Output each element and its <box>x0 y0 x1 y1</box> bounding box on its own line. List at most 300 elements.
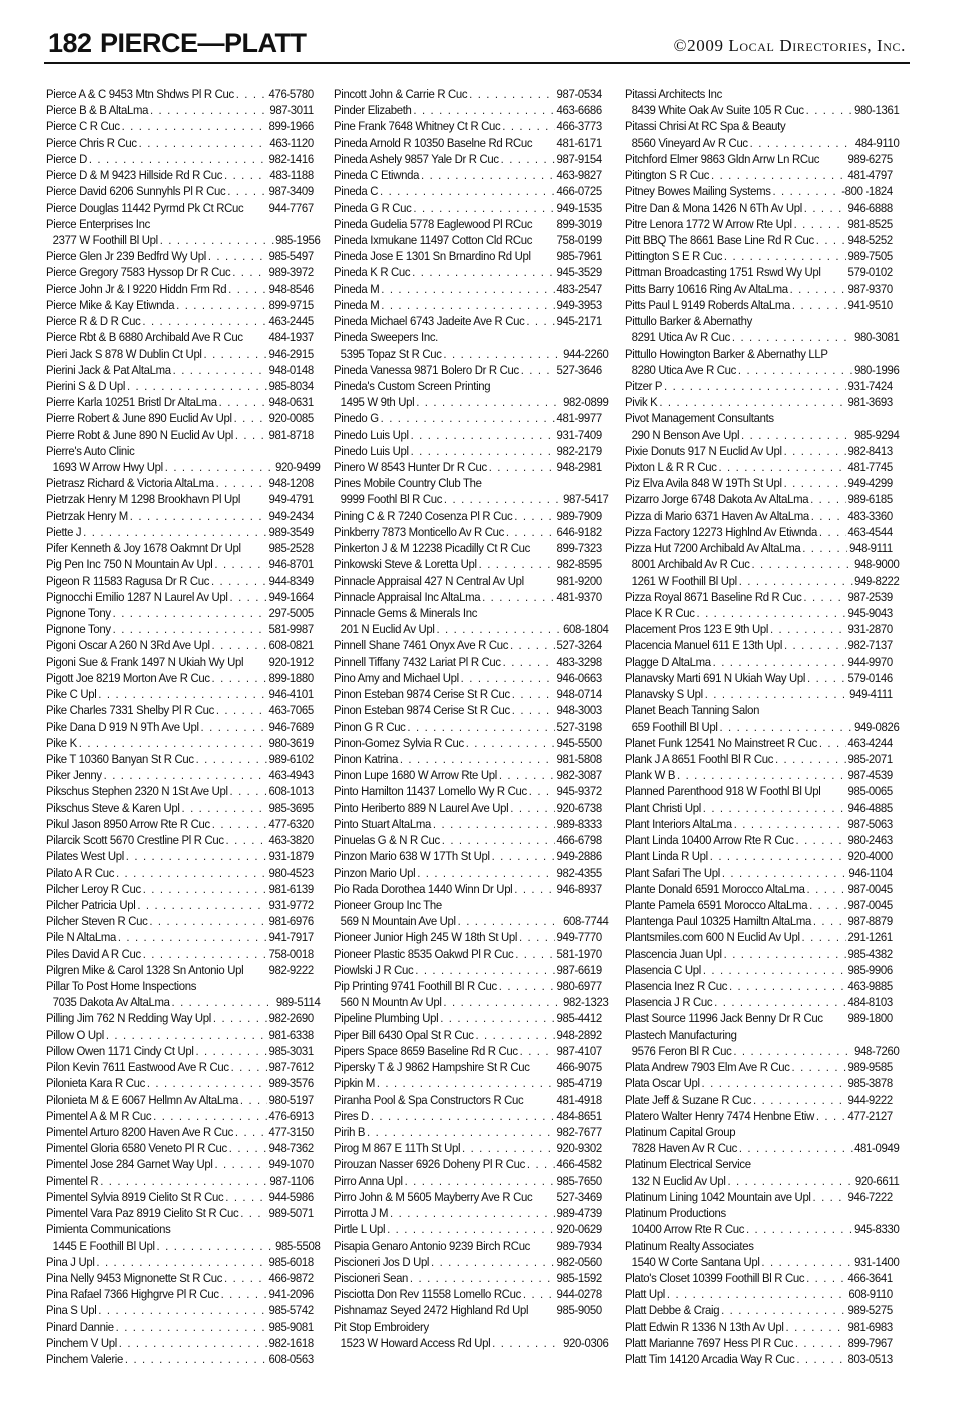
listing-phone: 987-0534 <box>556 87 602 101</box>
listing-phone: 982-0899 <box>563 395 609 410</box>
listing-name: Pike T 10360 Banyan St R Cuc <box>46 751 194 766</box>
dot-leader <box>786 1319 846 1335</box>
dot-leader <box>784 443 846 459</box>
listing-entry <box>46 751 314 767</box>
dot-leader <box>405 1173 555 1189</box>
listing-entry <box>46 524 314 540</box>
listing-entry <box>625 102 899 118</box>
dot-leader <box>803 589 845 605</box>
listing-name: Pinchem Valerie <box>46 1352 124 1367</box>
listing-name: 1540 W Corte Santana Upl <box>631 1254 760 1269</box>
listing-phone: 980-3081 <box>854 330 900 345</box>
listing-name: Pilarcik Scott 5670 Crestline Pl R Cuc <box>46 833 224 848</box>
listing-name: Pineda Michael 6743 Jadeite Ave R Cuc <box>334 314 525 329</box>
dot-leader <box>116 865 267 881</box>
listing-name: Pike C Upl <box>46 687 97 702</box>
listing-entry <box>334 394 608 410</box>
listing-phone: 920-0306 <box>563 1335 609 1350</box>
listing-name: Pirrotta J M <box>334 1206 389 1221</box>
listing-entry <box>625 1059 893 1075</box>
listing-entry <box>334 1270 602 1286</box>
dot-leader <box>502 118 554 134</box>
listing-phone: 945-2171 <box>556 314 602 329</box>
listing-name: Platinum Lining 1042 Mountain ave Upl <box>625 1189 811 1204</box>
listing-entry <box>334 751 602 767</box>
listing-name: Pineda Gudelia 5778 Eaglewood Pl RCuc <box>334 216 533 231</box>
listing-phone: 985-9050 <box>556 1303 602 1318</box>
listing-entry <box>46 346 314 362</box>
dot-leader <box>510 637 555 653</box>
dot-leader <box>721 1302 846 1318</box>
dot-leader <box>790 281 846 297</box>
dot-leader <box>236 86 267 102</box>
listing-name: Pierce Douglas 11442 Pyrmd Pk Ct RCuc <box>46 200 244 215</box>
listing-name: Pierce David 6206 Sunnyhls Pl R Cuc <box>46 184 226 199</box>
listing-entry <box>334 767 602 783</box>
listing-column-1 <box>46 86 321 1367</box>
listing-entry <box>46 1319 314 1335</box>
listing-phone: 982-1323 <box>563 995 609 1010</box>
listing-name: Pishnamaz Seyed 2472 Highland Rd Upl <box>334 1303 529 1318</box>
listing-entry <box>334 573 602 589</box>
listing-phone: 980-1361 <box>854 103 900 118</box>
listing-phone: 931-7409 <box>556 427 602 442</box>
listing-heading <box>625 1027 893 1043</box>
dot-leader <box>816 232 846 248</box>
listing-name: Pineda C Etiwnda <box>334 168 420 183</box>
listing-entry <box>625 1351 893 1367</box>
dot-leader <box>802 929 846 945</box>
dot-leader <box>443 346 561 362</box>
listing-entry <box>46 605 314 621</box>
listing-phone: 527-3646 <box>556 362 602 377</box>
dot-leader <box>512 686 555 702</box>
listing-name: 7828 Haven Av R Cuc <box>631 1141 737 1156</box>
listing-name: 201 N Euclid Av Upl <box>340 622 435 637</box>
listing-name: Plasencia J R Cuc <box>625 995 713 1010</box>
listing-entry <box>334 1205 602 1221</box>
listing-phone: 985-0065 <box>847 784 893 799</box>
listing-name: Pinon-Gomez Sylvia R Cuc <box>334 735 464 750</box>
listing-name: Pinnacle Appraisal Inc AltaLma <box>334 589 481 604</box>
dot-leader <box>143 881 267 897</box>
dot-leader <box>482 589 554 605</box>
dot-leader <box>443 994 561 1010</box>
dot-leader <box>499 978 555 994</box>
listing-entry <box>46 1075 314 1091</box>
listing-entry <box>625 443 893 459</box>
dot-leader <box>106 1027 267 1043</box>
listing-name: 8280 Utica Ave R Cuc <box>631 362 737 377</box>
listing-phone: 989-6275 <box>847 151 893 166</box>
dot-leader <box>710 848 846 864</box>
listing-entry <box>625 556 899 572</box>
dot-leader <box>503 654 555 670</box>
dot-leader <box>216 475 267 491</box>
dot-leader <box>227 183 266 199</box>
listing-phone: 987-1106 <box>269 1173 314 1188</box>
listing-name: Plant Interiors AltaLma <box>625 816 732 831</box>
listing-phone: 989-7505 <box>847 249 893 264</box>
listing-phone: 985-5742 <box>268 1303 314 1318</box>
listing-phone: 987-3011 <box>269 103 314 118</box>
dot-leader <box>225 1189 266 1205</box>
listing-phone: 949-2886 <box>556 849 602 864</box>
listing-entry <box>334 913 608 929</box>
listing-entry <box>46 654 314 670</box>
dot-leader <box>411 427 555 443</box>
listing-phone: 989-7909 <box>556 508 602 523</box>
listing-phone: 985-1956 <box>275 232 321 247</box>
listing-phone: 466-6798 <box>556 833 602 848</box>
listing-phone: 948-2892 <box>556 1027 602 1042</box>
listing-entry <box>46 589 314 605</box>
dot-leader <box>410 1270 555 1286</box>
dot-leader <box>739 1140 852 1156</box>
listing-phone: 931-2870 <box>847 622 893 637</box>
listing-entry <box>625 751 893 767</box>
listing-entry <box>625 946 893 962</box>
listing-name: Pile N AltaLma <box>46 930 116 945</box>
listing-phone: 982-2179 <box>556 443 602 458</box>
listing-name: Platinum Realty Associates <box>625 1238 754 1253</box>
listing-entry <box>46 637 314 653</box>
listing-name: Plantenga Paul 10325 Hamiltn AltaLma <box>625 914 811 929</box>
listing-entry <box>334 946 602 962</box>
listing-entry <box>334 151 602 167</box>
listing-phone: 481-0949 <box>854 1141 900 1156</box>
listing-name: Pike Charles 7331 Shelby Pl R Cuc <box>46 703 214 718</box>
page-title: PIERCE—PLATT <box>100 28 307 58</box>
listing-entry <box>46 1010 314 1026</box>
listing-name: Pitassi Architects Inc <box>625 87 723 101</box>
listing-phone: 920-6611 <box>854 1173 900 1188</box>
dot-leader <box>433 816 555 832</box>
listing-phone: 949-0826 <box>854 719 900 734</box>
dot-leader <box>377 1075 555 1091</box>
listing-phone: 989-7934 <box>556 1238 602 1253</box>
dot-leader <box>201 719 267 735</box>
listing-name: Pina Nelly 9453 Mignonette St R Cuc <box>46 1270 223 1285</box>
listing-name: Pinto Heriberto 889 N Laurel Ave Upl <box>334 800 509 815</box>
listing-phone: -800 -1824 <box>841 184 893 199</box>
listing-name: 1693 W Arrow Hwy Upl <box>52 460 163 475</box>
listing-phone: 946-7222 <box>847 1189 893 1204</box>
listing-phone: 944-7767 <box>268 200 314 215</box>
listing-entry <box>334 816 602 832</box>
listing-phone: 945-3529 <box>556 265 602 280</box>
listing-phone: 945-5500 <box>556 735 602 750</box>
listing-name: Pio Rada Dorothea 1440 Winn Dr Upl <box>334 881 513 896</box>
listing-name: Pierre's Auto Clinic <box>46 443 135 458</box>
listing-phone: 481-7745 <box>847 460 893 475</box>
listing-name: Pirtle L Upl <box>334 1222 386 1237</box>
listing-name: Pinedo Luis Upl <box>334 427 409 442</box>
listing-name: Pierce Mike & Kay Etiwnda <box>46 297 175 312</box>
listing-entry <box>334 540 602 556</box>
listing-entry <box>46 816 314 832</box>
listing-phone: 483-2547 <box>556 281 602 296</box>
dot-leader <box>523 1286 555 1302</box>
dot-leader <box>113 605 267 621</box>
listing-entry <box>46 1335 314 1351</box>
listing-phone: 982-3087 <box>556 768 602 783</box>
dot-leader <box>235 427 267 443</box>
dot-leader <box>173 362 267 378</box>
listing-phone: 477-6320 <box>268 816 314 831</box>
listing-phone: 985-9294 <box>854 427 900 442</box>
listing-entry <box>46 151 314 167</box>
listing-phone: 989-3972 <box>268 265 314 280</box>
listing-heading <box>46 978 314 994</box>
listing-name: Pierce B & B AltaLma <box>46 103 149 118</box>
listing-name: 9576 Feron Bl R Cuc <box>631 1043 732 1058</box>
listing-name: Plante Donald 6591 Morocco AltaLma <box>625 881 805 896</box>
listing-name: Pipers Space 8659 Baseline Rd R Cuc <box>334 1043 518 1058</box>
dot-leader <box>519 929 555 945</box>
listing-name: Pikul Jason 8950 Arrow Rte R Cuc <box>46 816 210 831</box>
listing-name: Piranha Pool & Spa Constructors R Cuc <box>334 1092 524 1107</box>
listing-name: Plank J A 8651 Foothl Bl R Cuc <box>625 751 774 766</box>
listing-name: Pimentel A & M R Cuc <box>46 1108 152 1123</box>
listing-name: Pineda Jose E 1301 Sn Brnardino Rd Upl <box>334 249 531 264</box>
listing-entry <box>46 1059 314 1075</box>
listing-entry <box>334 654 602 670</box>
dot-leader <box>677 767 846 783</box>
listing-name: Pietrasz Richard & Victoria AltaLma <box>46 476 214 491</box>
listing-entry <box>625 151 893 167</box>
listing-name: Placencia Manuel 611 E 13th Upl <box>625 638 783 653</box>
listing-name: Pimentel R <box>46 1173 99 1188</box>
listing-name: Pitre Dan & Mona 1426 N 6Th Av Upl <box>625 200 802 215</box>
listing-entry <box>46 556 314 572</box>
dot-leader <box>176 297 266 313</box>
listing-entry <box>625 329 899 345</box>
dot-leader <box>529 783 555 799</box>
listing-phone: 466-4582 <box>556 1157 602 1172</box>
listing-entry <box>46 200 314 216</box>
listing-entry <box>625 929 893 945</box>
listing-entry <box>46 102 314 118</box>
listing-phone: 920-6738 <box>556 800 602 815</box>
dot-leader <box>492 1335 561 1351</box>
listing-heading <box>46 1221 314 1237</box>
listing-entry <box>625 1108 893 1124</box>
listing-phone: 985-3878 <box>847 1076 893 1091</box>
dot-leader <box>196 751 267 767</box>
listing-entry <box>625 232 893 248</box>
listing-name: Pina Rafael 7366 Highgrve Pl R Cuc <box>46 1287 219 1302</box>
listing-phone: 481-9977 <box>556 411 602 426</box>
listing-phone: 948-1208 <box>268 476 314 491</box>
dot-leader <box>479 556 555 572</box>
dot-leader <box>512 702 555 718</box>
dot-leader <box>219 394 267 410</box>
dot-leader <box>157 1238 274 1254</box>
dot-leader <box>142 313 266 329</box>
listing-heading <box>625 118 893 134</box>
dot-leader <box>230 783 267 799</box>
listing-name: Pilato A R Cuc <box>46 865 115 880</box>
listing-name: Pincott John & Carrie R Cuc <box>334 87 468 101</box>
listing-name: 8291 Utica Av R Cuc <box>631 330 731 345</box>
dot-leader <box>165 459 273 475</box>
listing-entry <box>46 719 314 735</box>
listing-name: 8001 Archibald Av R Cuc <box>631 557 750 572</box>
dot-leader <box>664 378 846 394</box>
listing-phone: 985-6018 <box>268 1254 314 1269</box>
dot-leader <box>520 1043 555 1059</box>
listing-phone: 483-1188 <box>269 168 314 183</box>
listing-name: Pietrzak Henry M 1298 Brookhavn Pl Upl <box>46 492 241 507</box>
listing-entry <box>334 865 602 881</box>
listing-name: Pilonieta Kara R Cuc <box>46 1076 145 1091</box>
listing-phone: 948-5252 <box>847 232 893 247</box>
dot-leader <box>770 621 846 637</box>
dot-leader <box>714 994 845 1010</box>
listing-phone: 941-7917 <box>268 930 314 945</box>
dot-leader <box>813 1189 846 1205</box>
dot-leader <box>89 151 267 167</box>
dot-leader <box>819 524 846 540</box>
listing-phone: 985-2528 <box>268 541 314 556</box>
listing-entry <box>46 459 320 475</box>
listing-entry <box>46 1254 314 1270</box>
dot-leader <box>703 962 846 978</box>
dot-leader <box>232 264 266 280</box>
listing-name: Planet Beach Tanning Salon <box>625 703 760 718</box>
dot-leader <box>231 1059 267 1075</box>
listing-entry <box>46 264 314 280</box>
listing-name: Pires D <box>334 1108 369 1123</box>
listing-name: Pikschus Steve & Karen Upl <box>46 800 180 815</box>
listing-name: Pineda Sweepers Inc. <box>334 330 439 345</box>
listing-entry <box>334 264 602 280</box>
listing-name: Piker Jenny <box>46 768 102 783</box>
listing-heading <box>625 1124 893 1140</box>
listing-entry <box>625 994 893 1010</box>
dot-leader <box>235 1124 267 1140</box>
listing-phone: 981-6976 <box>268 914 314 929</box>
listing-phone: 476-6913 <box>268 1108 314 1123</box>
listing-name: Piz Elva Avila 848 W 19Th St Upl <box>625 476 782 491</box>
listing-heading <box>334 897 602 913</box>
listing-entry <box>46 994 320 1010</box>
listing-name: Pinedo G <box>334 411 379 426</box>
listing-entry <box>334 637 602 653</box>
listing-entry <box>334 135 602 151</box>
listing-heading <box>46 216 314 232</box>
listing-name: Pineda Ashely 9857 Yale Dr R Cuc <box>334 151 499 166</box>
listing-entry <box>46 313 314 329</box>
dot-leader <box>753 1092 846 1108</box>
dot-leader <box>807 881 846 897</box>
listing-name: Pinnell Tiffany 7432 Lariat Pl R Cuc <box>334 654 501 669</box>
listing-phone: 948-9111 <box>849 541 893 556</box>
listing-phone: 945-9043 <box>847 606 893 620</box>
dot-leader <box>816 1108 846 1124</box>
dot-leader <box>521 362 555 378</box>
dot-leader <box>806 102 853 118</box>
dot-leader <box>240 1092 267 1108</box>
listing-entry <box>46 865 314 881</box>
listing-entry <box>46 1205 314 1221</box>
listing-name: Plastech Manufacturing <box>625 1027 737 1042</box>
listing-phone: 948-3003 <box>556 703 602 718</box>
listing-name: Pilling Jim 762 N Redding Way Upl <box>46 1011 211 1026</box>
listing-entry <box>46 281 314 297</box>
listing-entry <box>625 897 893 913</box>
dot-leader <box>727 1173 853 1189</box>
listing-phone: 483-3360 <box>847 508 893 523</box>
dot-leader <box>127 378 267 394</box>
listing-phone: 949-3953 <box>556 297 602 312</box>
listing-heading <box>625 86 893 102</box>
listing-name: Pierce Gregory 7583 Hyssop Dr R Cuc <box>46 265 231 280</box>
listing-name: Pirro Anna Upl <box>334 1173 403 1188</box>
listing-phone: 987-5417 <box>563 492 609 507</box>
listing-heading <box>334 378 602 394</box>
listing-entry <box>625 264 893 280</box>
dot-leader <box>182 800 267 816</box>
listing-name: 10400 Arrow Rte R Cuc <box>631 1222 745 1237</box>
listing-phone: 981-8718 <box>268 427 314 442</box>
listing-phone: 758-0199 <box>556 232 602 247</box>
listing-name: Plagge D AltaLma <box>625 654 711 669</box>
listing-phone: 803-0513 <box>847 1352 893 1367</box>
listing-phone: 948-7260 <box>854 1043 900 1058</box>
listing-entry <box>625 1010 893 1026</box>
listing-phone: 646-9182 <box>556 524 602 539</box>
listing-name: Pillow O Upl <box>46 1027 104 1042</box>
dot-leader <box>436 621 561 637</box>
listing-name: Plantsmiles.com 600 N Euclid Av Upl <box>625 930 800 945</box>
listing-name: Pierce Chris R Cuc <box>46 135 137 150</box>
listing-phone: 945-9372 <box>556 784 602 799</box>
listing-entry <box>334 297 602 313</box>
listing-phone: 484-9110 <box>854 135 900 150</box>
dot-leader <box>734 816 846 832</box>
listing-entry <box>334 735 602 751</box>
dot-leader <box>795 1335 846 1351</box>
listing-entry <box>46 362 314 378</box>
dot-leader <box>733 1043 852 1059</box>
listing-phone: 987-4107 <box>556 1043 602 1058</box>
listing-name: Planet Funk 12541 No Mainstreet R Cuc <box>625 735 817 750</box>
listing-name: Pirro John & M 5605 Mayberry Ave R Cuc <box>334 1189 533 1204</box>
listing-entry <box>46 540 314 556</box>
listing-phone: 985-8034 <box>268 378 314 393</box>
listing-name: 569 N Mountain Ave Upl <box>340 914 456 929</box>
listing-entry <box>334 491 608 507</box>
listing-phone: 989-5114 <box>275 995 321 1010</box>
dot-leader <box>741 427 852 443</box>
listing-entry <box>334 508 602 524</box>
listing-name: Pierre Robt & June 890 N Euclid Av Upl <box>46 427 233 442</box>
dot-leader <box>126 848 267 864</box>
listing-entry <box>625 848 893 864</box>
listing-phone: 949-7770 <box>556 930 602 945</box>
listing-entry <box>625 1092 893 1108</box>
listing-phone: 989-6185 <box>847 492 893 507</box>
listing-entry <box>625 1335 893 1351</box>
dot-leader <box>213 1010 267 1026</box>
listing-name: Pine Frank 7648 Whitney Ct R Cuc <box>334 119 501 134</box>
listing-entry <box>46 962 314 978</box>
listing-phone: 946-4885 <box>847 800 893 815</box>
dot-leader <box>416 394 561 410</box>
listing-entry <box>46 767 314 783</box>
